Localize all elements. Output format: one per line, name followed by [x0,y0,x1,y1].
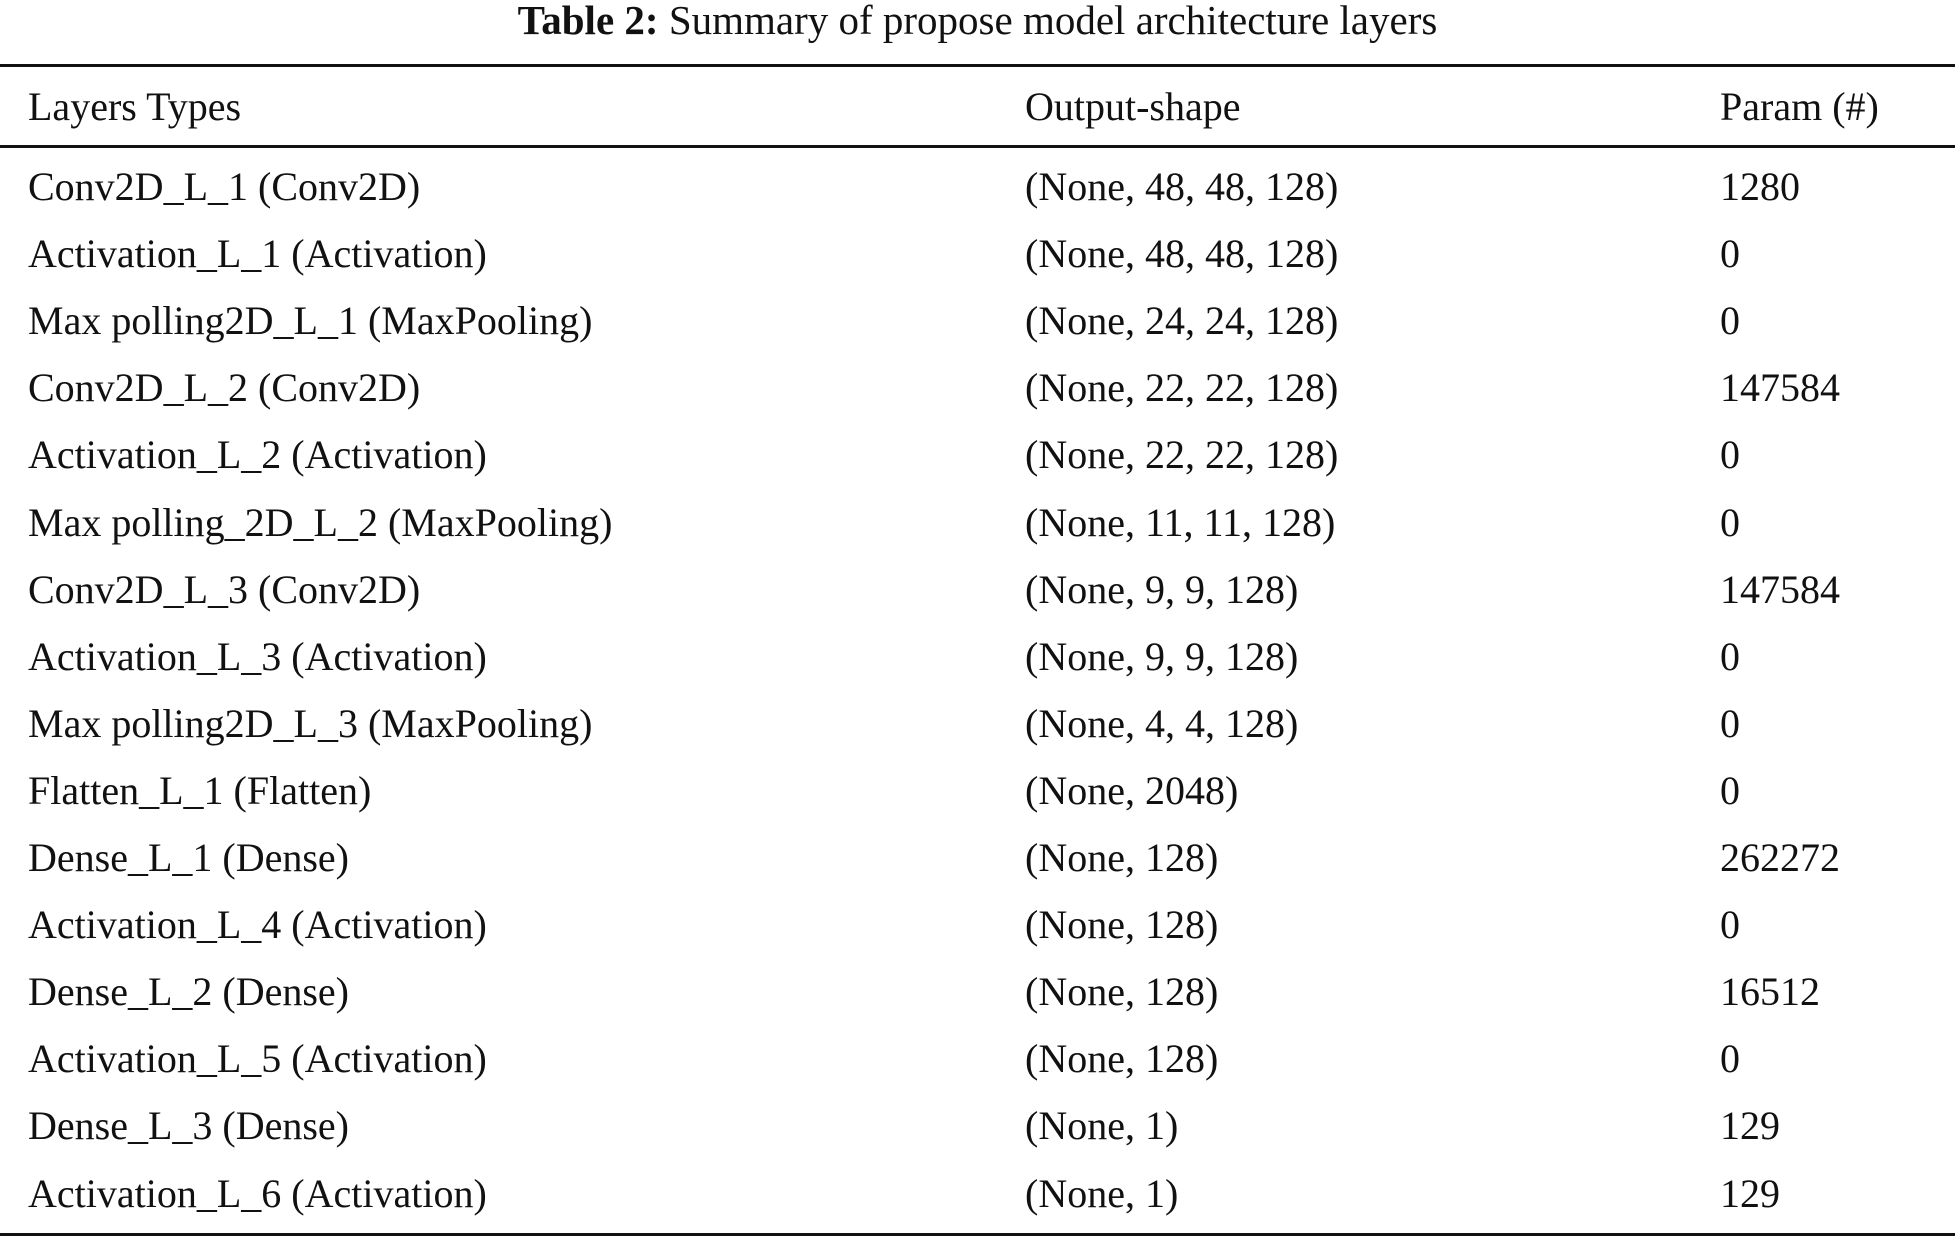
output-shape-cell: (None, 128) [1025,835,1219,880]
param-count-cell: 1280 [1720,164,1800,209]
param-count-cell: 129 [1720,1103,1780,1148]
layer-type-cell: Conv2D_L_1 (Conv2D) [28,164,421,209]
layer-type-cell: Max polling2D_L_1 (MaxPooling) [28,298,593,343]
layer-type-cell: Flatten_L_1 (Flatten) [28,768,372,813]
output-shape-cell: (None, 48, 48, 128) [1025,231,1339,276]
header-layers-types: Layers Types [28,84,242,129]
output-shape-cell: (None, 128) [1025,969,1219,1014]
output-shape-cell: (None, 22, 22, 128) [1025,432,1339,477]
layer-type-cell: Dense_L_1 (Dense) [28,835,349,880]
param-count-cell: 0 [1720,500,1740,545]
layer-type-cell: Activation_L_4 (Activation) [28,902,487,947]
layer-type-cell: Max polling_2D_L_2 (MaxPooling) [28,500,613,545]
output-shape-cell: (None, 11, 11, 128) [1025,500,1336,545]
param-count-cell: 0 [1720,1036,1740,1081]
output-shape-cell: (None, 4, 4, 128) [1025,701,1299,746]
output-shape-cell: (None, 128) [1025,1036,1219,1081]
output-shape-cell: (None, 9, 9, 128) [1025,634,1299,679]
layer-type-cell: Activation_L_6 (Activation) [28,1171,487,1216]
layer-type-cell: Dense_L_3 (Dense) [28,1103,349,1148]
param-count-cell: 0 [1720,701,1740,746]
output-shape-cell: (None, 128) [1025,902,1219,947]
output-shape-cell: (None, 24, 24, 128) [1025,298,1339,343]
header-param-count: Param (#) [1720,84,1879,129]
table-top-rule [0,64,1955,67]
layer-type-cell: Activation_L_5 (Activation) [28,1036,487,1081]
output-shape-cell: (None, 1) [1025,1171,1179,1216]
param-count-cell: 129 [1720,1171,1780,1216]
param-count-cell: 262272 [1720,835,1840,880]
param-count-cell: 0 [1720,768,1740,813]
layer-type-cell: Conv2D_L_3 (Conv2D) [28,567,421,612]
param-count-cell: 0 [1720,231,1740,276]
layer-type-cell: Activation_L_2 (Activation) [28,432,487,477]
output-shape-cell: (None, 22, 22, 128) [1025,365,1339,410]
table-caption-label: Table 2: [517,0,659,43]
layer-type-cell: Dense_L_2 (Dense) [28,969,349,1014]
table-header-rule [0,145,1955,148]
output-shape-cell: (None, 9, 9, 128) [1025,567,1299,612]
layer-type-cell: Max polling2D_L_3 (MaxPooling) [28,701,593,746]
table-caption [0,0,1955,42]
layer-type-cell: Conv2D_L_2 (Conv2D) [28,365,421,410]
output-shape-cell: (None, 1) [1025,1103,1179,1148]
param-count-cell: 0 [1720,634,1740,679]
param-count-cell: 0 [1720,902,1740,947]
param-count-cell: 147584 [1720,567,1840,612]
table-bottom-rule [0,1233,1955,1236]
param-count-cell: 0 [1720,298,1740,343]
layer-type-cell: Activation_L_1 (Activation) [28,231,487,276]
output-shape-cell: (None, 48, 48, 128) [1025,164,1339,209]
output-shape-cell: (None, 2048) [1025,768,1239,813]
param-count-cell: 0 [1720,432,1740,477]
param-count-cell: 16512 [1720,969,1820,1014]
table-caption-text: Summary of propose model architecture layers [668,0,1438,43]
layer-type-cell: Activation_L_3 (Activation) [28,634,487,679]
header-output-shape: Output-shape [1025,84,1241,129]
param-count-cell: 147584 [1720,365,1840,410]
